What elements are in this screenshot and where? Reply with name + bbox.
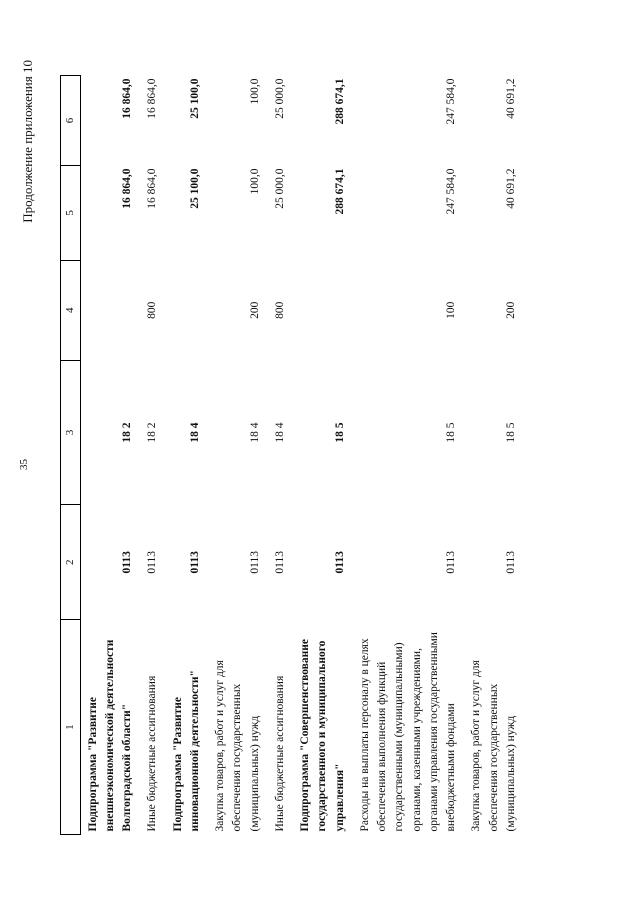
table-cell-v2: 25 000,0 (273, 78, 286, 119)
column-header: 6 (61, 76, 81, 166)
table-cell-name: Закупка товаров, работ и услуг для обеспечения государственных (муниципальных) нужд (470, 660, 517, 832)
table-row (268, 76, 293, 835)
table-cell-v1: 247 584,0 (445, 168, 457, 215)
table-cell-vr: 200 (248, 301, 261, 319)
table-cell-target: 18 5 (504, 422, 517, 443)
appendix-table (60, 75, 524, 835)
table-cell-vr: 800 (273, 301, 286, 319)
table-cell-name: Подпрограмма "Совершенствование государственного и муниципального управления" (299, 638, 346, 832)
column-header: 5 (61, 165, 81, 260)
table-cell-v1: 40 691,2 (504, 168, 517, 209)
table-row (80, 76, 140, 835)
table-cell-target: 18 4 (248, 422, 261, 443)
table-cell-code: 0113 (248, 551, 261, 574)
table-cell-v1: 25 100,0 (188, 168, 201, 209)
table-cell-v2: 25 100,0 (188, 78, 201, 119)
table-cell-target: 18 4 (273, 422, 286, 443)
table-cell-target: 18 2 (121, 422, 133, 443)
table-cell-v2: 288 674,1 (333, 78, 346, 125)
table-row (353, 76, 465, 835)
table-cell-v2: 16 864,0 (121, 78, 133, 119)
table-cell-code: 0113 (121, 551, 133, 574)
table-cell-name: Иные бюджетные ассигнования (146, 675, 159, 832)
table-cell-vr (293, 260, 353, 360)
table-cell-code: 0113 (273, 551, 286, 574)
table-cell-target: 18 4 (188, 422, 201, 443)
table-cell-code: 0113 (445, 551, 457, 574)
table-cell-code: 0113 (504, 551, 517, 574)
table-cell-name: Расходы на выплаты персоналу в целях обеспечения выполнения функций государственными (муниципальными) органами, казенными учреждениями, органами управления государственными внебюджетными фондами (358, 632, 457, 832)
table-cell-v1: 25 000,0 (273, 168, 286, 209)
table-cell-target: 18 5 (445, 422, 457, 443)
table-cell-name: Иные бюджетные ассигнования (273, 675, 286, 832)
table-row (208, 76, 268, 835)
table-cell-v2: 247 584,0 (445, 78, 457, 125)
column-header: 2 (61, 505, 81, 620)
column-header: 3 (61, 360, 81, 505)
table-cell-code: 0113 (146, 551, 159, 574)
table-cell-vr: 100 (445, 301, 457, 319)
table-cell-name: Подпрограмма "Развитие внешнеэкономической деятельности Волгоградской области" (86, 639, 133, 832)
column-header: 1 (61, 620, 81, 835)
table-row (293, 76, 353, 835)
table-row (464, 76, 524, 835)
table-row (140, 76, 165, 835)
table-cell-target: 18 2 (146, 422, 159, 443)
column-header: 4 (61, 260, 81, 360)
table-row (166, 76, 209, 835)
continuation-label: Продолжение приложения 10 (20, 60, 35, 223)
table-cell-name: Закупка товаров, работ и услуг для обеспечения государственных (муниципальных) нужд (214, 660, 261, 832)
header-row (61, 76, 81, 835)
table-cell-v1: 100,0 (248, 168, 261, 195)
table-cell-v1: 288 674,1 (333, 168, 346, 215)
table-cell-v2: 100,0 (248, 78, 261, 105)
table-cell-target: 18 5 (333, 422, 346, 443)
page-number: 35 (18, 459, 30, 470)
table-cell-v2: 40 691,2 (504, 78, 517, 119)
table-cell-code: 0113 (333, 551, 346, 574)
table-cell-v1: 16 864,0 (121, 168, 133, 209)
table-cell-vr (80, 260, 140, 360)
table-cell-name: Подпрограмма "Развитие инновационной деятельности" (171, 670, 201, 832)
table-cell-v2: 16 864,0 (146, 78, 159, 119)
table-cell-vr: 200 (504, 301, 517, 319)
table-cell-vr (166, 260, 209, 360)
table-cell-v1: 16 864,0 (146, 168, 159, 209)
table-cell-code: 0113 (188, 551, 201, 574)
table-cell-vr: 800 (146, 301, 159, 319)
